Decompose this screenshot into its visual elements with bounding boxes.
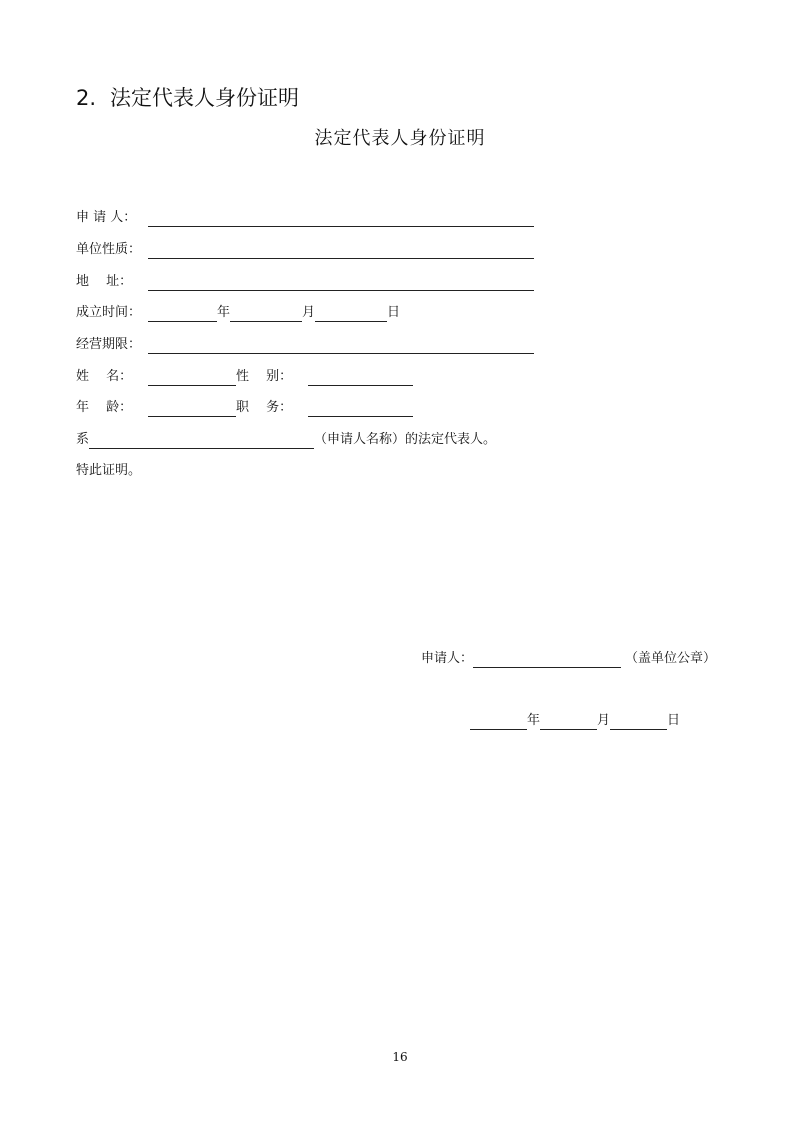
applicant-label: 申 请 人： [76,210,137,225]
document-title: 法定代表人身份证明 [314,128,486,149]
section-number: 2. [76,86,97,110]
applicant-blank[interactable] [148,209,534,227]
established-day-unit: 日 [387,305,401,320]
applicant-name-blank[interactable] [89,431,314,449]
address-blank[interactable] [148,273,534,291]
page-number: 16 [392,1050,408,1064]
statement-row [76,431,496,449]
signature-row [421,650,716,668]
established-year-unit: 年 [217,305,231,320]
term-blank[interactable] [148,336,534,354]
established-label: 成立时间： [76,305,142,320]
signature-date-row [470,712,680,730]
name-blank[interactable] [148,368,236,386]
signature-applicant-label: 申请人： [421,651,474,666]
signature-day-blank[interactable] [610,712,667,730]
name-label: 姓 名： [76,369,133,384]
statement-prefix: 系 [76,432,90,447]
age-blank[interactable] [148,399,236,417]
section-heading-text: 法定代表人身份证明 [110,86,300,110]
term-label: 经营期限： [76,337,142,352]
address-label: 地 址： [76,274,133,289]
signature-month-unit: 月 [597,713,611,728]
seal-note: （盖单位公章） [625,651,717,666]
address-row [76,273,534,291]
section-heading [76,85,299,111]
age-position-row [76,399,413,417]
established-month-unit: 月 [302,305,316,320]
signature-day-unit: 日 [667,713,681,728]
applicant-row [76,209,534,227]
age-label: 年 龄： [76,400,133,415]
established-day-blank[interactable] [315,304,387,322]
position-label: 职 务： [236,400,293,415]
term-row [76,336,534,354]
established-month-blank[interactable] [230,304,302,322]
statement-suffix: （申请人名称）的法定代表人。 [314,432,497,447]
unit-nature-row [76,241,534,259]
established-row [76,304,400,322]
established-year-blank[interactable] [148,304,217,322]
signature-year-unit: 年 [527,713,541,728]
signature-year-blank[interactable] [470,712,527,730]
name-gender-row [76,368,413,386]
position-blank[interactable] [308,399,413,417]
certify-text: 特此证明。 [76,463,142,478]
gender-blank[interactable] [308,368,413,386]
unit-nature-blank[interactable] [148,241,534,259]
signature-month-blank[interactable] [540,712,597,730]
unit-nature-label: 单位性质： [76,242,142,257]
signature-applicant-blank[interactable] [473,650,621,668]
gender-label: 性 别： [236,369,293,384]
